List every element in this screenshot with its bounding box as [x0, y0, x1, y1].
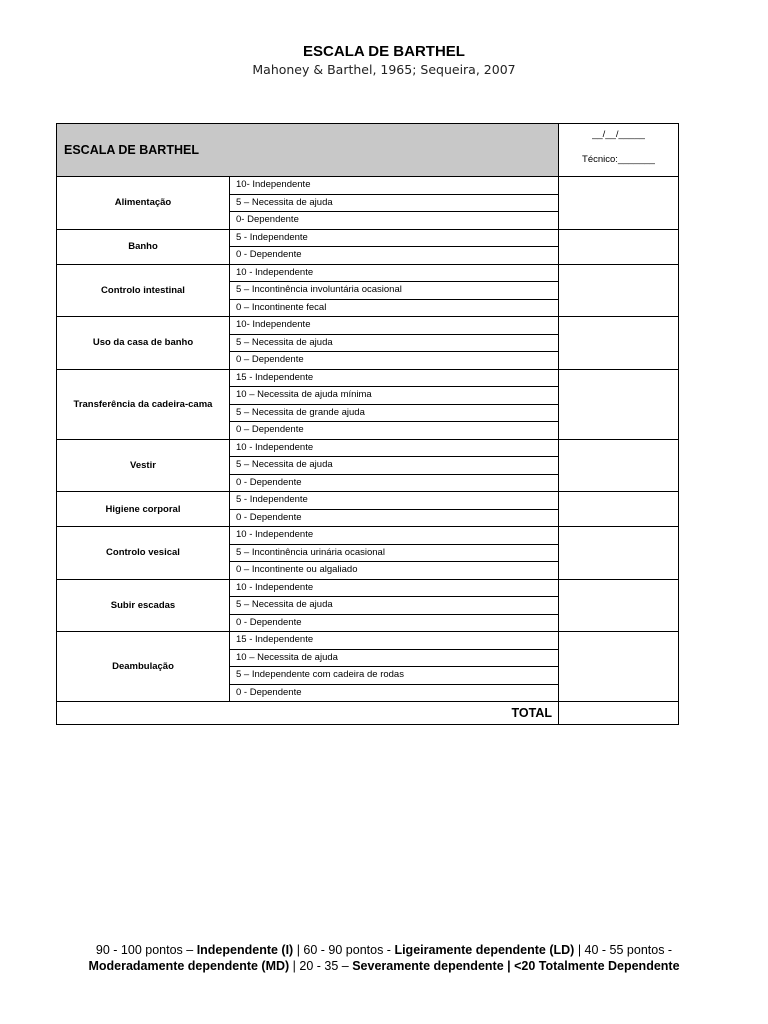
- legend-text: | 40 - 55 pontos -: [574, 943, 673, 957]
- option-cell: 0 - Dependente: [230, 614, 559, 632]
- table-row: [57, 492, 679, 510]
- option-cell: 5 – Incontinência involuntária ocasional: [230, 282, 559, 300]
- score-cell[interactable]: [559, 439, 679, 492]
- option-cell: 10 – Necessita de ajuda mínima: [230, 387, 559, 405]
- table-row: [57, 317, 679, 335]
- option-cell: 10 – Necessita de ajuda: [230, 649, 559, 667]
- table-row: [57, 579, 679, 597]
- option-cell: 0 – Dependente: [230, 422, 559, 440]
- tecnico-field[interactable]: Técnico:_______: [582, 154, 655, 165]
- option-cell: 0- Dependente: [230, 212, 559, 230]
- table-header-row: [57, 124, 679, 177]
- score-cell[interactable]: [559, 527, 679, 580]
- score-cell[interactable]: [559, 317, 679, 370]
- option-cell: 5 - Independente: [230, 229, 559, 247]
- legend-text: | 20 - 35 –: [289, 959, 353, 973]
- legend-bold: Severamente dependente | <20 Totalmente Dependente: [352, 959, 680, 973]
- option-cell: 5 – Necessita de ajuda: [230, 334, 559, 352]
- barthel-table-body: [57, 124, 679, 725]
- legend-text: 90 - 100 pontos –: [95, 943, 197, 957]
- option-cell: 10 - Independente: [230, 527, 559, 545]
- option-cell: 5 - Independente: [230, 492, 559, 510]
- legend-bold: Ligeiramente dependente (LD): [394, 943, 575, 957]
- legend-text: | 60 - 90 pontos -: [293, 943, 395, 957]
- legend-bold: Independente (I): [196, 943, 294, 957]
- item-label: Alimentação: [57, 177, 230, 230]
- option-cell: 10- Independente: [230, 177, 559, 195]
- option-cell: 0 - Dependente: [230, 509, 559, 527]
- score-cell[interactable]: [559, 264, 679, 317]
- option-cell: 5 – Incontinência urinária ocasional: [230, 544, 559, 562]
- score-cell[interactable]: [559, 229, 679, 264]
- table-header-label: ESCALA DE BARTHEL: [57, 124, 559, 177]
- option-cell: 5 – Necessita de ajuda: [230, 597, 559, 615]
- option-cell: 15 - Independente: [230, 369, 559, 387]
- table-row: [57, 177, 679, 195]
- option-cell: 0 - Dependente: [230, 684, 559, 702]
- page-title: ESCALA DE BARTHEL: [303, 43, 465, 60]
- option-cell: 0 – Incontinente fecal: [230, 299, 559, 317]
- option-cell: 10 - Independente: [230, 579, 559, 597]
- table-row: [57, 632, 679, 650]
- item-label: Vestir: [57, 439, 230, 492]
- option-cell: 5 – Necessita de grande ajuda: [230, 404, 559, 422]
- item-label: Subir escadas: [57, 579, 230, 632]
- table-row: [57, 439, 679, 457]
- legend-bold: Moderadamente dependente (MD): [88, 959, 290, 973]
- barthel-table: [56, 123, 679, 725]
- item-label: Banho: [57, 229, 230, 264]
- table-row: [57, 264, 679, 282]
- scoring-legend: [0, 942, 768, 974]
- date-tecnico-cell[interactable]: [559, 124, 679, 177]
- item-label: Higiene corporal: [57, 492, 230, 527]
- option-cell: 0 – Dependente: [230, 352, 559, 370]
- date-field[interactable]: __/__/_____: [592, 129, 645, 140]
- item-label: Controlo vesical: [57, 527, 230, 580]
- score-cell[interactable]: [559, 579, 679, 632]
- option-cell: 0 - Dependente: [230, 474, 559, 492]
- score-cell[interactable]: [559, 492, 679, 527]
- option-cell: 5 – Necessita de ajuda: [230, 194, 559, 212]
- option-cell: 0 – Incontinente ou algaliado: [230, 562, 559, 580]
- total-label: TOTAL: [57, 702, 559, 725]
- table-row: [57, 229, 679, 247]
- option-cell: 10 - Independente: [230, 264, 559, 282]
- table-row: [57, 369, 679, 387]
- table-row: [57, 527, 679, 545]
- option-cell: 0 - Dependente: [230, 247, 559, 265]
- page-subtitle: Mahoney & Barthel, 1965; Sequeira, 2007: [252, 62, 516, 77]
- item-label: Deambulação: [57, 632, 230, 702]
- total-row: [57, 702, 679, 725]
- score-cell[interactable]: [559, 177, 679, 230]
- item-label: Uso da casa de banho: [57, 317, 230, 370]
- option-cell: 5 – Independente com cadeira de rodas: [230, 667, 559, 685]
- option-cell: 15 - Independente: [230, 632, 559, 650]
- item-label: Controlo intestinal: [57, 264, 230, 317]
- item-label: Transferência da cadeira-cama: [57, 369, 230, 439]
- score-cell[interactable]: [559, 369, 679, 439]
- total-score-box[interactable]: [559, 702, 679, 725]
- score-cell[interactable]: [559, 632, 679, 702]
- option-cell: 5 – Necessita de ajuda: [230, 457, 559, 475]
- option-cell: 10- Independente: [230, 317, 559, 335]
- option-cell: 10 - Independente: [230, 439, 559, 457]
